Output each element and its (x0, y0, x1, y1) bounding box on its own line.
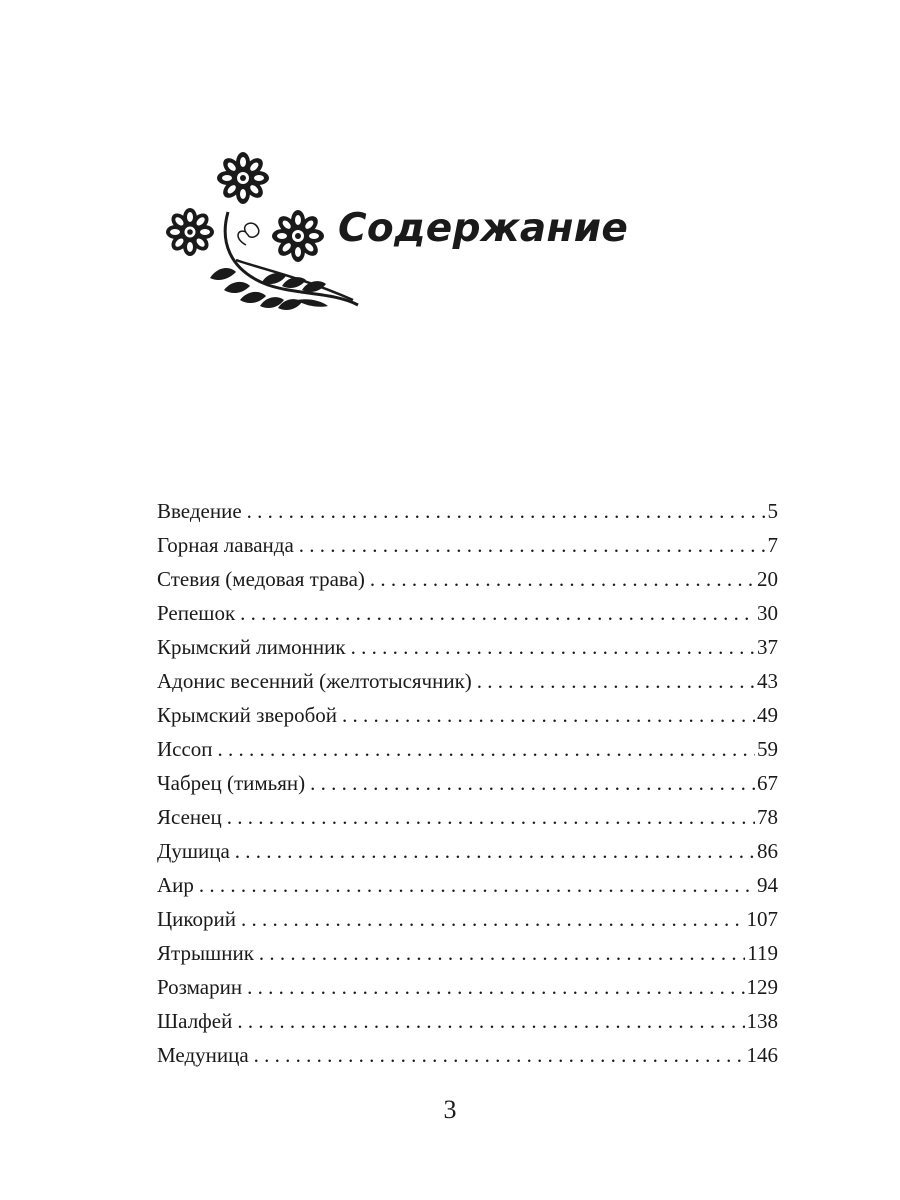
toc-leader-dots (240, 596, 755, 630)
toc-entry-title: Ясенец (157, 805, 222, 829)
toc-entry-title: Медуница (157, 1043, 249, 1067)
toc-entry[interactable] (157, 834, 778, 868)
toc-entry-page: 138 (746, 1009, 778, 1033)
toc-leader-dots (241, 902, 744, 936)
toc-entry[interactable] (157, 970, 778, 1004)
page-number: 3 (443, 1095, 457, 1124)
toc-entry[interactable] (157, 1038, 778, 1072)
toc-leader-dots (310, 766, 755, 800)
toc-entry-page: 129 (746, 975, 778, 999)
toc-leader-dots (227, 800, 755, 834)
toc-leader-dots (247, 494, 766, 528)
toc-leader-dots (199, 868, 755, 902)
toc-entry-title: Горная лаванда (157, 533, 294, 557)
toc-leader-dots (477, 664, 755, 698)
toc-entry-page: 107 (746, 907, 778, 931)
toc-entry-title: Иссоп (157, 737, 213, 761)
toc-entry-title: Стевия (медовая трава) (157, 567, 365, 591)
toc-entry[interactable] (157, 562, 778, 596)
toc-leader-dots (235, 834, 755, 868)
toc-leader-dots (237, 1004, 744, 1038)
toc-entry[interactable] (157, 766, 778, 800)
toc-entry[interactable] (157, 596, 778, 630)
toc-entry-page: 59 (757, 737, 778, 761)
toc-entry-page: 43 (757, 669, 778, 693)
toc-entry-title: Цикорий (157, 907, 237, 931)
toc-entry-title: Адонис весенний (желтотысячник) (157, 669, 472, 693)
toc-entry[interactable] (157, 936, 778, 970)
toc-entry-title: Ятрышник (157, 941, 254, 965)
toc-entry-title: Введение (157, 499, 242, 523)
toc-entry-page: 86 (757, 839, 778, 863)
toc-entry[interactable] (157, 664, 778, 698)
toc-leader-dots (259, 936, 745, 970)
toc-entry[interactable] (157, 494, 778, 528)
toc-entry-title: Душица (157, 839, 230, 863)
toc-entry-page: 49 (757, 703, 778, 727)
toc-entry-title: Розмарин (157, 975, 243, 999)
toc-entry-page: 67 (757, 771, 778, 795)
toc-entry-title: Аир (157, 873, 194, 897)
toc-entry-page: 20 (757, 567, 778, 591)
toc-leader-dots (370, 562, 755, 596)
toc-entry-title: Крымский зверобой (157, 703, 337, 727)
floral-ornament-icon (158, 140, 363, 320)
toc-leader-dots (254, 1038, 745, 1072)
toc-leader-dots (342, 698, 755, 732)
toc-entry-page: 94 (757, 873, 778, 897)
toc-entry-page: 78 (757, 805, 778, 829)
toc-entry-page: 37 (757, 635, 778, 659)
toc-entry[interactable] (157, 630, 778, 664)
toc-leader-dots (218, 732, 755, 766)
toc-entry-page: 146 (746, 1043, 778, 1067)
toc-entry-title: Шалфей (157, 1009, 233, 1033)
toc-entry[interactable] (157, 732, 778, 766)
page-title: Содержание (338, 206, 629, 251)
toc-entry-title: Репешок (157, 601, 236, 625)
toc-entry[interactable] (157, 902, 778, 936)
toc-entry-title: Крымский лимонник (157, 635, 346, 659)
toc-entry-page: 5 (767, 499, 778, 523)
toc-entry[interactable] (157, 1004, 778, 1038)
toc-leader-dots (247, 970, 744, 1004)
toc-entry-page: 30 (757, 601, 778, 625)
table-of-contents (157, 494, 778, 1072)
toc-entry[interactable] (157, 698, 778, 732)
toc-leader-dots (299, 528, 766, 562)
toc-entry-title: Чабрец (тимьян) (157, 771, 306, 795)
toc-entry-page: 7 (767, 533, 778, 557)
toc-entry-page: 119 (747, 941, 778, 965)
toc-entry[interactable] (157, 868, 778, 902)
toc-entry[interactable] (157, 800, 778, 834)
toc-leader-dots (351, 630, 755, 664)
toc-entry[interactable] (157, 528, 778, 562)
